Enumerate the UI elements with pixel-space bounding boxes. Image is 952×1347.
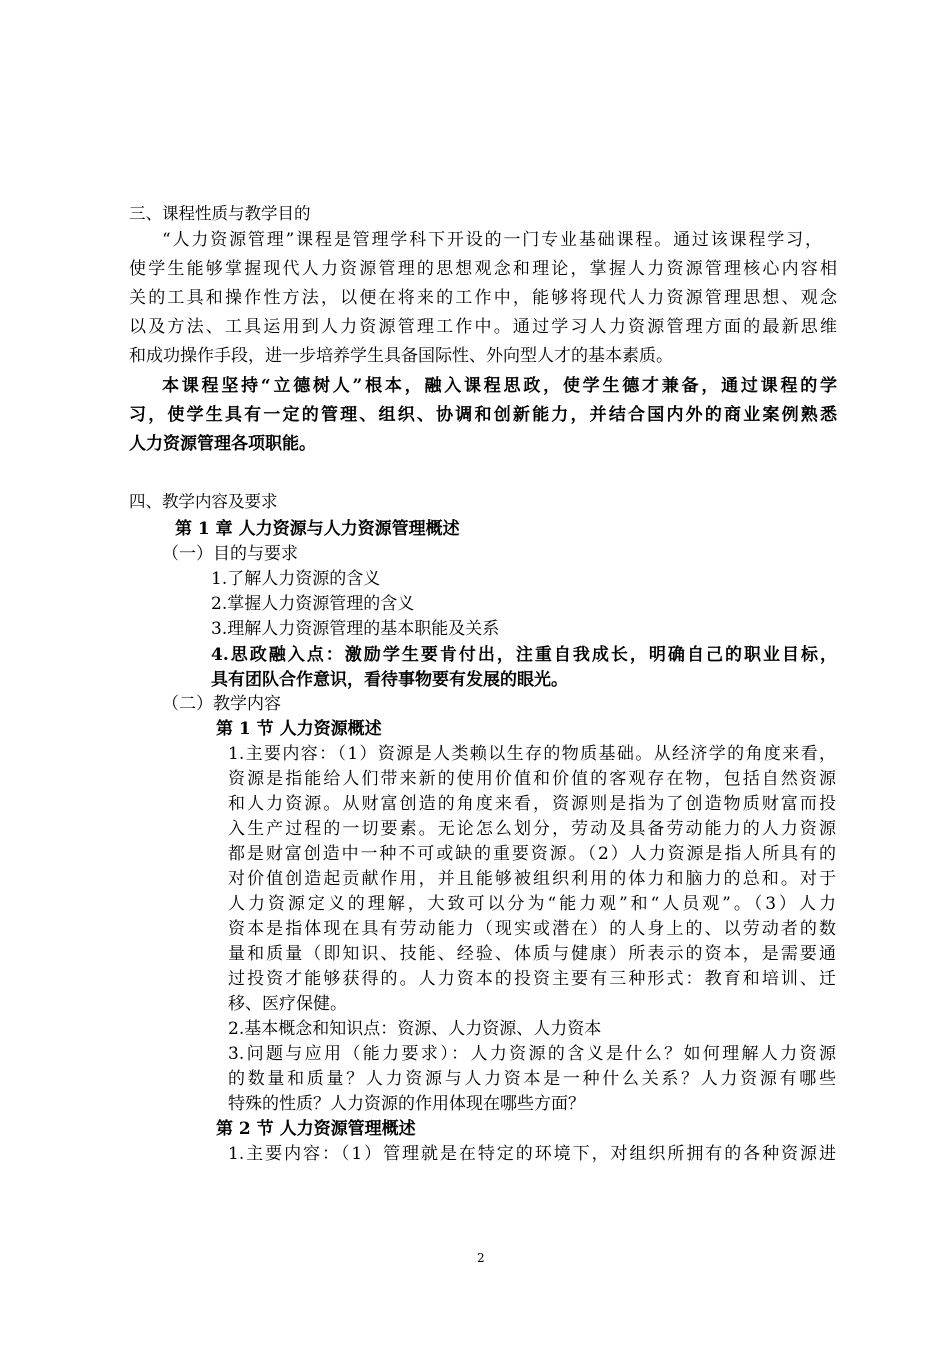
bold-paragraph-line: 人力资源管理各项职能。 — [129, 434, 316, 454]
page-number: 2 — [477, 1251, 485, 1265]
content-line: 资源是指能给人们带来新的使用价值和价值的客观存在物，包括自然资源 — [228, 769, 836, 789]
section-title: 第 1 节 人力资源概述 — [216, 719, 382, 739]
subsection-heading: （二）教学内容 — [162, 694, 281, 714]
goal-item-bold: 4.思政融入点：激励学生要肯付出，注重自我成长，明确自己的职业目标， — [211, 645, 837, 665]
section-heading: 四、教学内容及要求 — [129, 492, 278, 511]
paragraph-line: 关的工具和操作性方法，以便在将来的工作中，能够将现代人力资源管理思想、观念 — [129, 288, 837, 308]
paragraph-line: 使学生能够掌握现代人力资源管理的思想观念和理论，掌握人力资源管理核心内容相 — [129, 259, 837, 279]
concepts-line: 2.基本概念和知识点：资源、人力资源、人力资本 — [228, 1019, 602, 1039]
paragraph-line: 以及方法、工具运用到人力资源管理工作中。通过学习人力资源管理方面的最新思维 — [129, 317, 837, 337]
content-line: 移、医疗保健。 — [228, 994, 347, 1014]
content-line: 资本是指体现在具有劳动能力（现实或潜在）的人身上的、以劳动者的数 — [228, 919, 836, 939]
content-line: 1.主要内容：（1）管理就是在特定的环境下，对组织所拥有的各种资源进 — [228, 1144, 836, 1164]
content-line: 量和质量（即知识、技能、经验、体质与健康）所表示的资本，是需要通 — [228, 944, 836, 964]
section-title: 第 2 节 人力资源管理概述 — [216, 1119, 416, 1139]
questions-line: 3.问题与应用（能力要求）：人力资源的含义是什么？如何理解人力资源 — [228, 1044, 836, 1064]
bold-paragraph-line: 习，使学生具有一定的管理、组织、协调和创新能力，并结合国内外的商业案例熟悉 — [129, 405, 837, 425]
goal-item: 1.了解人力资源的含义 — [211, 569, 381, 589]
content-line: 1.主要内容：（1）资源是人类赖以生存的物质基础。从经济学的角度来看， — [228, 744, 836, 764]
goal-item: 2.掌握人力资源管理的含义 — [211, 594, 415, 614]
goal-item-bold: 具有团队合作意识，看待事物要有发展的眼光。 — [211, 670, 568, 690]
questions-line: 的数量和质量？人力资源与人力资本是一种什么关系？人力资源有哪些 — [228, 1069, 836, 1089]
section-heading: 三、课程性质与教学目的 — [129, 204, 311, 223]
content-line: 对价值创造起贡献作用，并且能够被组织利用的体力和脑力的总和。对于 — [228, 869, 836, 889]
content-line: 入生产过程的一切要素。无论怎么划分，劳动及具备劳动能力的人力资源 — [228, 819, 836, 839]
content-line: 人力资源定义的理解，大致可以分为“能力观”和“人员观”。（3）人力 — [228, 894, 836, 914]
content-line: 都是财富创造中一种不可或缺的重要资源。（2）人力资源是指人所具有的 — [228, 844, 836, 864]
questions-line: 特殊的性质？人力资源的作用体现在哪些方面？ — [228, 1094, 585, 1114]
paragraph-line: 和成功操作手段，进一步培养学生具备国际性、外向型人才的基本素质。 — [129, 346, 673, 366]
subsection-heading: （一）目的与要求 — [162, 544, 298, 564]
bold-paragraph-line: 本课程坚持“立德树人”根本，融入课程思政，使学生德才兼备，通过课程的学 — [162, 376, 837, 396]
content-line: 过投资才能够获得的。人力资本的投资主要有三种形式：教育和培训、迁 — [228, 969, 836, 989]
chapter-title: 第 1 章 人力资源与人力资源管理概述 — [175, 519, 460, 539]
goal-item: 3.理解人力资源管理的基本职能及关系 — [211, 619, 500, 639]
content-line: 和人力资源。从财富创造的角度来看，资源则是指为了创造物质财富而投 — [228, 794, 836, 814]
paragraph-line: “人力资源管理”课程是管理学科下开设的一门专业基础课程。通过该课程学习， — [162, 230, 822, 250]
